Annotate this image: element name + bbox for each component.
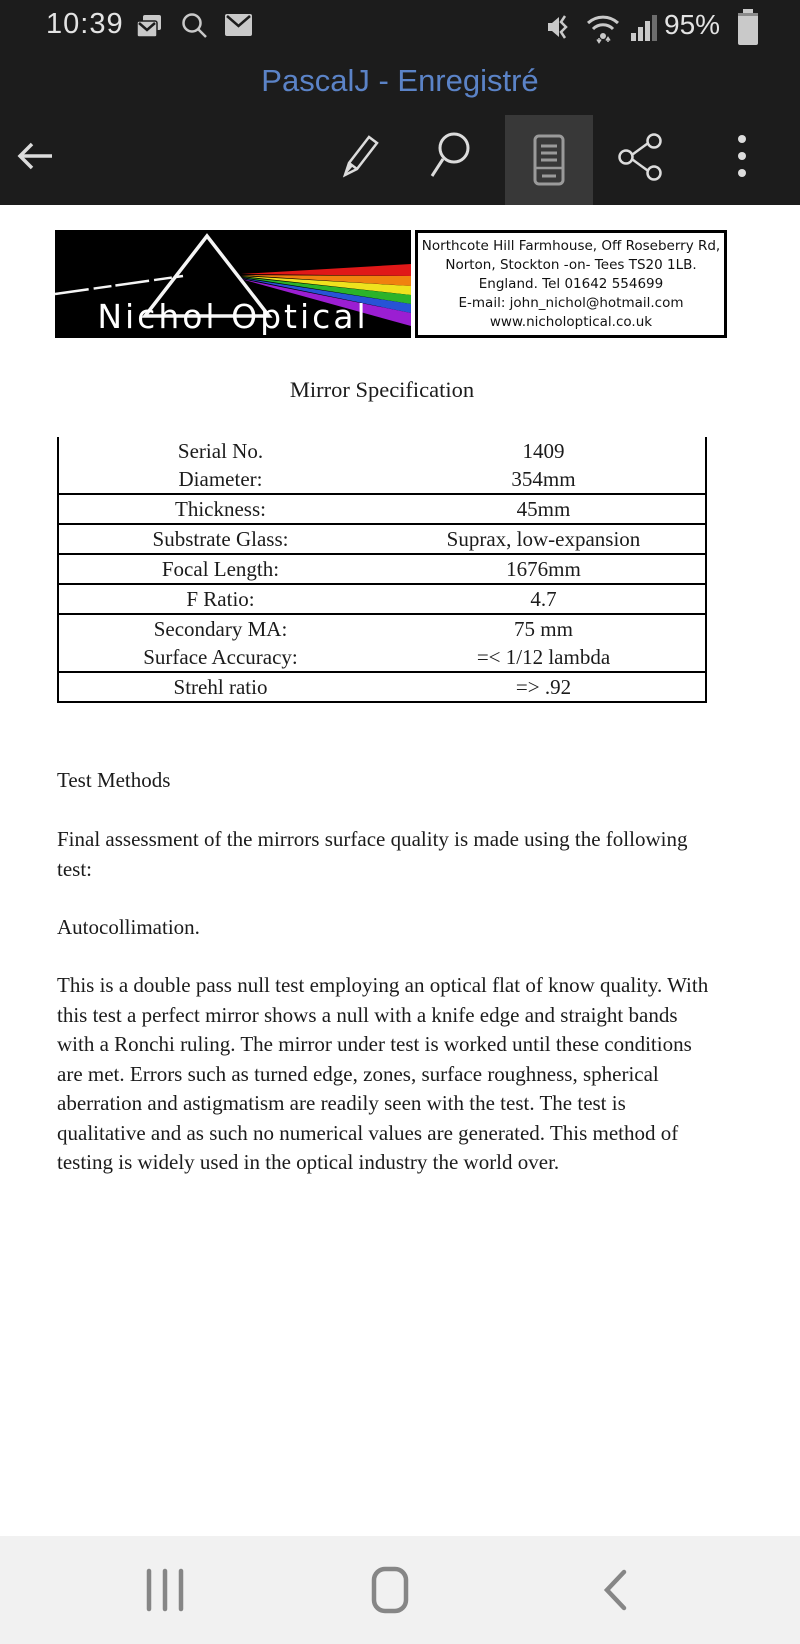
table-cell	[59, 495, 705, 525]
table-row	[59, 555, 705, 583]
table-row	[59, 673, 705, 701]
wifi-icon	[584, 12, 622, 44]
share-button[interactable]	[612, 129, 668, 185]
table-cell	[59, 585, 705, 615]
signal-bars-icon	[630, 14, 662, 42]
spec-label: Serial No.	[177, 438, 264, 463]
search-status-icon	[180, 11, 210, 41]
spec-value: 75 mm	[514, 616, 573, 641]
page-title: Mirror Specification	[289, 377, 475, 402]
edit-button[interactable]	[332, 129, 388, 185]
spec-label: Focal Length:	[161, 556, 280, 581]
toolbar	[0, 107, 800, 205]
recents-button[interactable]	[130, 1550, 200, 1630]
brand-name: Nichol Optical	[97, 297, 369, 336]
document-title: PascalJ - Enregistré	[261, 63, 539, 98]
table-row	[59, 615, 705, 643]
spec-table	[57, 437, 707, 703]
recents-icon	[144, 1568, 186, 1612]
table-cell	[59, 437, 705, 495]
address-line: www.nicholoptical.co.uk	[489, 313, 653, 330]
overflow-menu-button[interactable]	[722, 129, 762, 185]
spec-label: F Ratio:	[186, 586, 255, 611]
clock: 10:39	[46, 8, 124, 40]
spec-label: Thickness:	[175, 496, 266, 521]
search-button[interactable]	[424, 129, 480, 185]
spec-value: =< 1/12 lambda	[476, 644, 611, 669]
table-cell	[59, 615, 705, 673]
spec-value: 1409	[522, 438, 565, 463]
spec-value: 45mm	[516, 496, 571, 521]
spec-value: 1676mm	[506, 556, 581, 581]
status-bar	[0, 0, 800, 55]
back-chevron-icon	[602, 1569, 628, 1611]
navigation-bar	[0, 1536, 800, 1644]
stacked-email-icon	[134, 12, 164, 42]
home-button[interactable]	[355, 1550, 425, 1630]
table-cell	[59, 525, 705, 555]
address-line: Norton, Stockton -on- Tees TS20 1LB.	[445, 256, 697, 273]
section-body: Final assessment of the mirrors surface quality is made using the following test:	[57, 827, 688, 881]
section-body: This is a double pass null test employing an optical flat of know quality. With this test a perfect mirror shows a null with a knife edge and straight bands with a Ronchi ruling. The mirror under test is worked until these conditions are met. Errors such as turned edge, zones, surface roughness, spherical aberration and astigmatism are readily seen with the test. The test is qualitative and as such no numerical values are generated. This method of testing is widely used in the optical industry the world over.	[57, 973, 709, 1174]
share-icon	[617, 132, 663, 182]
spec-label: Substrate Glass:	[152, 526, 289, 551]
table-row	[59, 643, 705, 671]
spec-value: 354mm	[511, 466, 576, 491]
table-row	[59, 525, 705, 553]
battery-percent: 95%	[664, 9, 721, 40]
back-arrow-icon	[16, 140, 56, 172]
mobile-view-button[interactable]	[505, 115, 593, 205]
address-line: E-mail: john_nichol@hotmail.com	[458, 294, 684, 311]
magnifier-icon	[428, 130, 476, 184]
app-bar	[0, 0, 800, 205]
vibrate-mute-icon	[546, 12, 576, 42]
section-heading: Autocollimation.	[57, 915, 200, 939]
address-line: England. Tel 01642 554699	[478, 275, 664, 292]
pencil-icon	[337, 131, 383, 183]
address-line: Northcote Hill Farmhouse, Off Roseberry Rd,	[421, 237, 721, 254]
table-row	[59, 465, 705, 493]
battery-icon	[736, 8, 760, 46]
table-row	[59, 495, 705, 523]
overflow-dots-icon	[737, 132, 747, 182]
company-logo	[55, 230, 411, 338]
spec-label: Surface Accuracy:	[143, 644, 298, 669]
address-box	[415, 230, 727, 338]
spec-value: 4.7	[530, 586, 557, 611]
table-row	[59, 585, 705, 613]
section-heading: Test Methods	[57, 768, 171, 792]
email-icon	[224, 13, 254, 39]
mobile-view-icon	[532, 134, 566, 186]
home-icon	[371, 1566, 409, 1614]
table-cell	[59, 555, 705, 585]
table-row	[59, 437, 705, 465]
document-page	[0, 205, 800, 1536]
spec-value: => .92	[515, 674, 572, 699]
table-cell	[59, 673, 705, 703]
back-nav-button[interactable]	[580, 1550, 650, 1630]
spec-label: Secondary MA:	[153, 616, 288, 641]
back-button[interactable]	[12, 135, 60, 177]
spec-label: Diameter:	[178, 466, 263, 491]
spec-value: Suprax, low-expansion	[446, 526, 641, 551]
spec-label: Strehl ratio	[173, 674, 268, 699]
